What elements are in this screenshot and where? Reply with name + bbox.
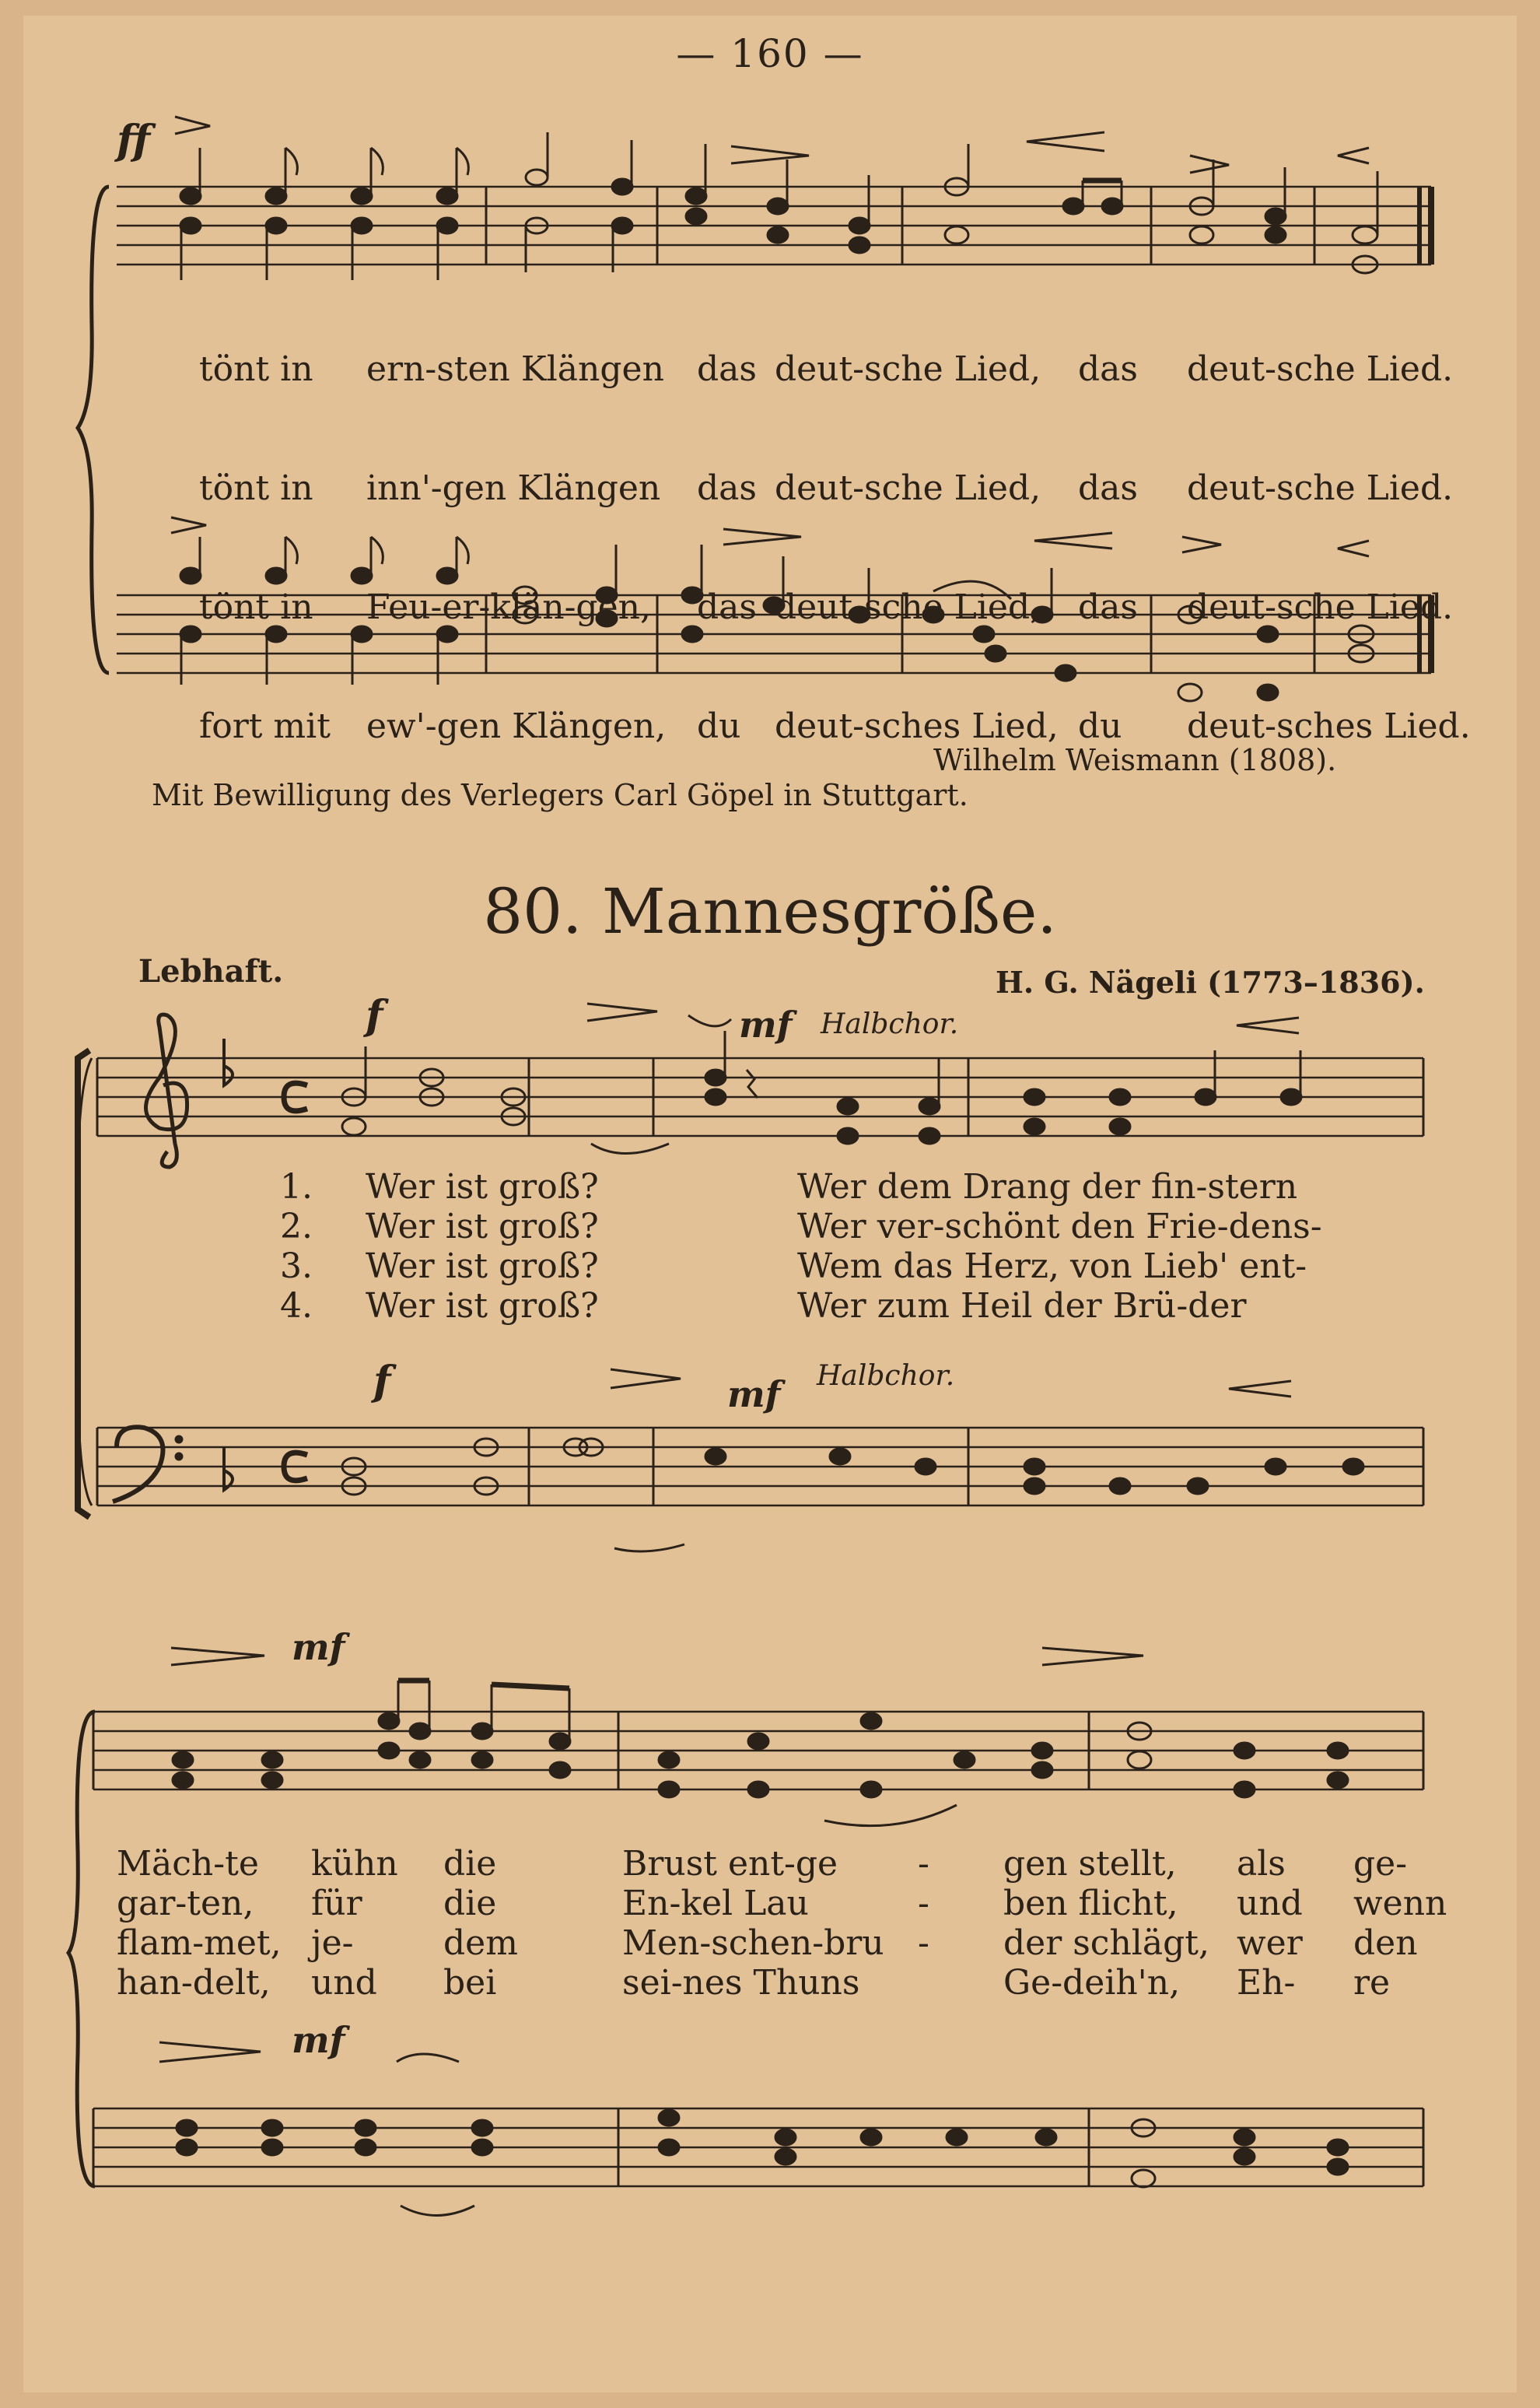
page-number: — 160 — xyxy=(676,31,864,76)
verses-row-1 xyxy=(280,1167,1322,1326)
verse-4-line-a: 4. Wer ist groß? Wer zum Heil der Brü-der xyxy=(280,1286,1247,1326)
verse-2-line-b: gar-ten, für die En-kel Lau - ben flicht, und wenn xyxy=(117,1884,1447,1923)
verse-1-line-b: Mäch-te kühn die Brust ent-ge - gen stellt, als ge- xyxy=(117,1844,1408,1884)
verse-2-line-a: 2. Wer ist groß? Wer ver-schönt den Frie-dens- xyxy=(280,1207,1322,1246)
staff-bottom-2 xyxy=(97,1428,1423,1505)
dynamic-mf-sys3-top: mf xyxy=(292,1626,345,1668)
dynamic-mf-top: mf xyxy=(739,1004,793,1046)
lyric-line-3: tönt in Feu-er-klän-gen, das deut-sche Lied, das deut-sche Lied. xyxy=(198,587,1454,627)
halbchor-bottom: Halbchor. xyxy=(817,1360,955,1392)
permission-note: Mit Bewilligung des Verlegers Carl Göpel in Stuttgart. xyxy=(152,778,968,812)
verses-row-2 xyxy=(117,1844,1447,2003)
lyric-line-4: fort mit ew'-gen Klängen, du deut-sches Lied, du deut-sches Lied. xyxy=(198,706,1471,746)
halbchor-top: Halbchor. xyxy=(821,1008,959,1040)
system-brace-1 xyxy=(78,187,109,673)
treble-clef xyxy=(146,1015,187,1167)
verse-4-line-b: han-delt, und bei sei-nes Thuns Ge-deih'n, Eh- re xyxy=(117,1963,1391,2003)
dynamic-f-bottom: f xyxy=(373,1358,391,1405)
top-song-author: Wilhelm Weismann (1808). xyxy=(933,743,1337,777)
composer: H. G. Nägeli (1773–1836). xyxy=(996,965,1425,1000)
bass-clef xyxy=(113,1427,163,1502)
lyric-line-2: tönt in inn'-gen Klängen das deut-sche Lied, das deut-sche Lied. xyxy=(198,468,1454,508)
system-brace-3 xyxy=(68,1712,95,2186)
lyric-line-1: tönt in ern-sten Klängen das deut-sche Lied, das deut-sche Lied. xyxy=(198,349,1454,389)
dynamic-mf-sys3-bottom: mf xyxy=(292,2019,345,2061)
verse-3-line-a: 3. Wer ist groß? Wem das Herz, von Lieb' ent- xyxy=(280,1246,1307,1286)
staff-top-3 xyxy=(93,1712,1423,1789)
dynamic-mf-bottom: mf xyxy=(727,1373,781,1415)
verse-3-line-b: flam-met, je- dem Men-schen-bru - der schlägt, wer den xyxy=(117,1923,1418,1963)
tempo-marking: Lebhaft. xyxy=(138,953,284,990)
dynamic-f-top: f xyxy=(366,992,383,1039)
verse-1-line-a: 1. Wer ist groß? Wer dem Drang der fin-stern xyxy=(280,1167,1298,1207)
staff-bottom-3 xyxy=(93,2108,1423,2186)
staff-top-2 xyxy=(97,1058,1423,1136)
top-lyrics xyxy=(156,310,1471,786)
song-title: 80. Mannesgröße. xyxy=(483,875,1057,948)
dynamic-ff: ff xyxy=(117,117,151,164)
